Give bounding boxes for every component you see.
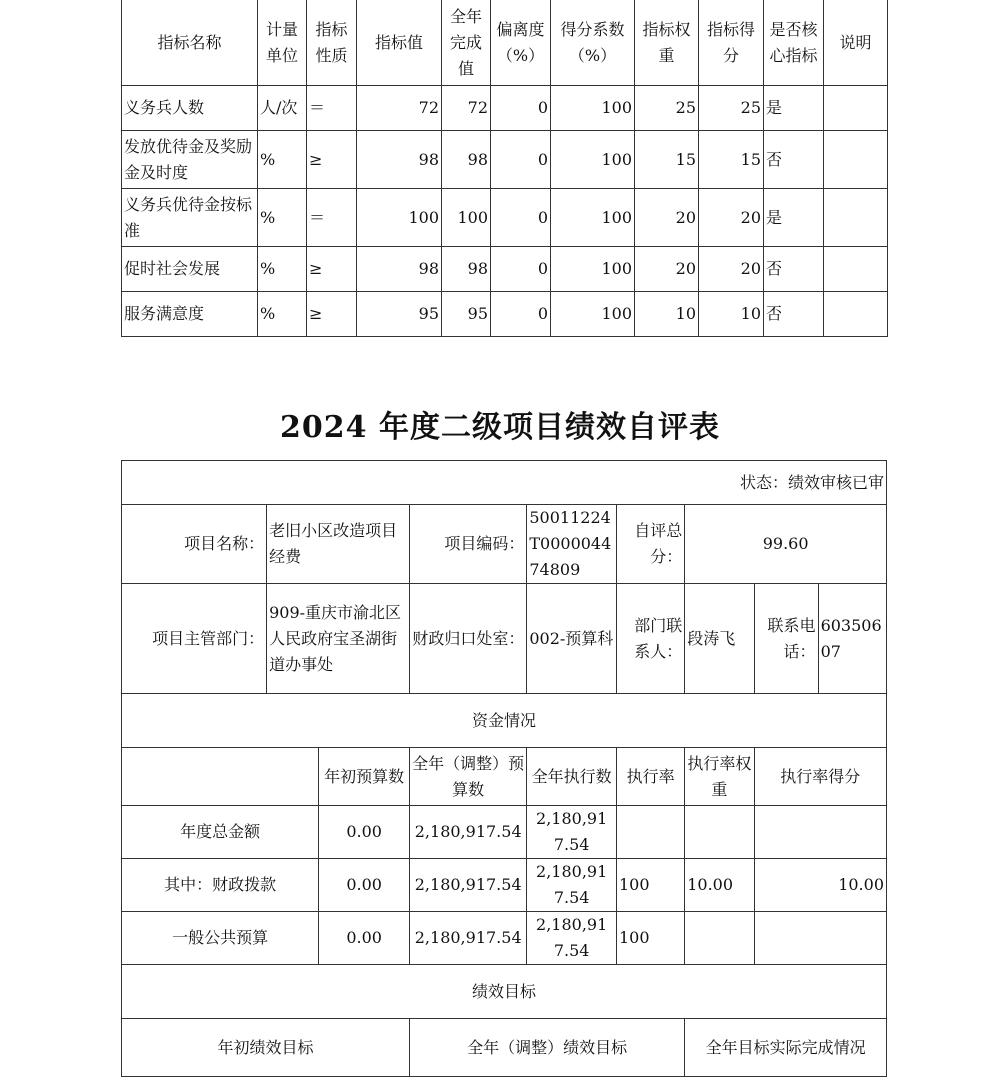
funds-weight [685,806,754,859]
indicator-nature: ＝ [307,189,357,247]
indicator-note [824,247,888,292]
indicator-target: 100 [357,189,442,247]
indicator-coef: 100 [551,189,635,247]
table-row [122,912,887,965]
col-header-note: 说明 [824,0,888,86]
indicator-core: 是 [764,86,824,131]
dept-value: 909-重庆市渝北区人民政府宝圣湖街道办事处 [267,584,410,694]
indicator-unit: % [258,189,307,247]
total-score-label: 自评总分： [616,505,684,584]
phone-value: 60350607 [818,584,886,694]
funds-col-header: 执行率得分 [754,748,886,806]
indicator-score: 20 [699,247,764,292]
indicator-table [121,0,888,337]
funds-initial: 0.00 [319,912,410,965]
indicator-name: 服务满意度 [122,292,258,337]
project-code-label: 项目编码： [410,505,527,584]
indicator-nature: ≥ [307,247,357,292]
table-row [122,189,888,247]
funds-rate: 100 [616,859,684,912]
funds-section-title: 资金情况 [122,694,887,748]
indicator-core: 否 [764,292,824,337]
table-row [122,859,887,912]
indicator-note [824,86,888,131]
status-row [122,461,887,505]
col-header-deviation: 偏离度（%） [491,0,551,86]
table-row [122,131,888,189]
indicator-note [824,131,888,189]
col-header-coef: 得分系数（%） [551,0,635,86]
funds-col-header: 执行率权重 [685,748,754,806]
indicator-deviation: 0 [491,292,551,337]
indicator-name: 发放优待金及奖励金及时度 [122,131,258,189]
indicator-name: 义务兵人数 [122,86,258,131]
goals-section-row [122,965,887,1019]
indicator-header-row [122,0,888,86]
funds-initial: 0.00 [319,859,410,912]
col-header-weight: 指标权重 [635,0,699,86]
funds-adjusted: 2,180,917.54 [410,859,527,912]
goals-col-header: 年初绩效目标 [122,1019,410,1077]
funds-weight [685,912,754,965]
phone-label: 联系电话： [754,584,818,694]
funds-header-row [122,748,887,806]
indicator-actual: 100 [442,189,491,247]
funds-label: 年度总金额 [122,806,319,859]
indicator-deviation: 0 [491,189,551,247]
goals-section-title: 绩效目标 [122,965,887,1019]
indicator-score: 15 [699,131,764,189]
indicator-core: 否 [764,247,824,292]
funds-score [754,912,886,965]
finance-value: 002-预算科 [527,584,617,694]
project-name-label: 项目名称： [122,505,267,584]
contact-value: 段涛飞 [685,584,754,694]
goals-col-header: 全年目标实际完成情况 [685,1019,887,1077]
funds-col-header [122,748,319,806]
indicator-unit: % [258,247,307,292]
funds-section-row [122,694,887,748]
indicator-score: 10 [699,292,764,337]
indicator-coef: 100 [551,247,635,292]
indicator-nature: ≥ [307,131,357,189]
indicator-target: 72 [357,86,442,131]
funds-label: 其中：财政拨款 [122,859,319,912]
page-title: 2024 年度二级项目绩效自评表 [280,410,720,445]
indicator-deviation: 0 [491,86,551,131]
funds-score [754,806,886,859]
goals-header-row [122,1019,887,1077]
dept-row [122,584,887,694]
indicator-note [824,292,888,337]
col-header-nature: 指标性质 [307,0,357,86]
table-row [122,247,888,292]
funds-initial: 0.00 [319,806,410,859]
col-header-name: 指标名称 [122,0,258,86]
indicator-coef: 100 [551,131,635,189]
indicator-weight: 15 [635,131,699,189]
funds-adjusted: 2,180,917.54 [410,806,527,859]
indicator-actual: 72 [442,86,491,131]
indicator-target: 95 [357,292,442,337]
col-header-unit: 计量单位 [258,0,307,86]
funds-rate: 100 [616,912,684,965]
indicator-weight: 10 [635,292,699,337]
indicator-deviation: 0 [491,131,551,189]
indicator-deviation: 0 [491,247,551,292]
indicator-score: 25 [699,86,764,131]
indicator-weight: 20 [635,189,699,247]
indicator-target: 98 [357,131,442,189]
project-name: 老旧小区改造项目经费 [267,505,410,584]
funds-score: 10.00 [754,859,886,912]
funds-executed: 2,180,917.54 [527,912,617,965]
evaluation-table [121,460,887,1077]
indicator-core: 否 [764,131,824,189]
goals-col-header: 全年（调整）绩效目标 [410,1019,685,1077]
contact-label: 部门联系人： [616,584,684,694]
indicator-nature: ≥ [307,292,357,337]
funds-col-header: 年初预算数 [319,748,410,806]
table-row [122,292,888,337]
col-header-actual: 全年完成值 [442,0,491,86]
funds-rate [616,806,684,859]
funds-col-header: 全年（调整）预算数 [410,748,527,806]
col-header-core: 是否核心指标 [764,0,824,86]
indicator-name: 促时社会发展 [122,247,258,292]
indicator-nature: ＝ [307,86,357,131]
table-row [122,86,888,131]
finance-label: 财政归口处室： [410,584,527,694]
dept-label: 项目主管部门： [122,584,267,694]
indicator-actual: 98 [442,247,491,292]
indicator-unit: % [258,292,307,337]
project-row [122,505,887,584]
total-score: 99.60 [685,505,887,584]
project-code: 50011224T000004474809 [527,505,617,584]
funds-executed: 2,180,917.54 [527,859,617,912]
indicator-actual: 98 [442,131,491,189]
funds-col-header: 全年执行数 [527,748,617,806]
indicator-actual: 95 [442,292,491,337]
indicator-coef: 100 [551,292,635,337]
funds-label: 一般公共预算 [122,912,319,965]
indicator-weight: 20 [635,247,699,292]
col-header-target: 指标值 [357,0,442,86]
indicator-score: 20 [699,189,764,247]
indicator-target: 98 [357,247,442,292]
indicator-core: 是 [764,189,824,247]
funds-weight: 10.00 [685,859,754,912]
indicator-note [824,189,888,247]
indicator-weight: 25 [635,86,699,131]
table-row [122,806,887,859]
indicator-coef: 100 [551,86,635,131]
funds-adjusted: 2,180,917.54 [410,912,527,965]
funds-executed: 2,180,917.54 [527,806,617,859]
col-header-score: 指标得分 [699,0,764,86]
indicator-name: 义务兵优待金按标准 [122,189,258,247]
funds-col-header: 执行率 [616,748,684,806]
status-text: 状态：绩效审核已审 [122,461,887,505]
indicator-unit: % [258,131,307,189]
indicator-unit: 人/次 [258,86,307,131]
